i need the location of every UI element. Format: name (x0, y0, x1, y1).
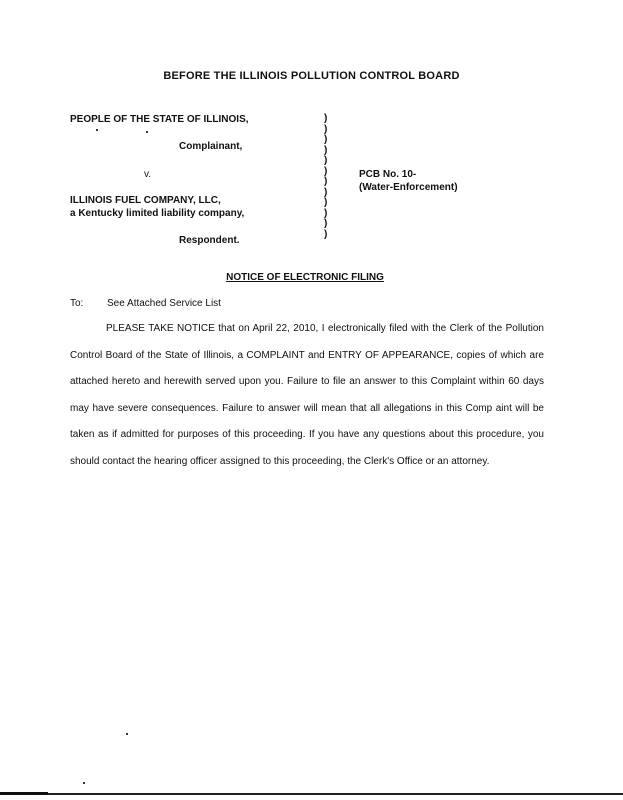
to-label: To: (70, 298, 84, 309)
notice-heading: NOTICE OF ELECTRONIC FILING (226, 272, 384, 283)
caption-bracket: ) (324, 113, 328, 124)
defendant-name: ILLINOIS FUEL COMPANY, LLC, (70, 195, 221, 206)
caption-bracket: ) (324, 186, 328, 198)
notice-paragraph: PLEASE TAKE NOTICE that on April 22, 2010, I electronically filed with the Clerk of the Pollution Control Board of the State of Illinois, a COMPLAINT and ENTRY OF APPEARANCE, copies of which are attached hereto and herewith served upon you. Failure to file an answer to this Complaint within 60 days may have severe consequences. Failure to answer will mean that all allegations in this Comp aint will be taken as if admitted for purposes of this proceeding. If you have any questions about this procedure, you should contact the hearing officer assigned to this proceeding, the Clerk's Office or an attorney. (70, 323, 544, 467)
caption-bracket: ) (324, 228, 328, 240)
caption-bracket: ) (324, 218, 328, 229)
to-recipient: See Attached Service List (107, 298, 221, 309)
caption-brackets (324, 114, 334, 240)
caption-bracket: ) (324, 155, 328, 166)
scan-speck (96, 129, 98, 131)
caption-bracket: ) (324, 165, 328, 177)
case-type: (Water-Enforcement) (359, 182, 458, 193)
caption-bracket: ) (324, 176, 328, 187)
scan-speck (146, 131, 148, 133)
caption-bracket: ) (324, 197, 328, 208)
caption-bracket: ) (324, 123, 328, 135)
notice-body (70, 316, 544, 475)
bottom-rule-mark (0, 792, 48, 795)
plaintiff-name: PEOPLE OF THE STATE OF ILLINOIS, (70, 114, 249, 125)
caption-bracket: ) (324, 134, 328, 145)
caption-bracket: ) (324, 144, 328, 156)
scan-speck (126, 733, 128, 735)
scan-speck (83, 782, 85, 784)
defendant-role: Respondent. (179, 235, 240, 246)
plaintiff-role: Complainant, (179, 141, 243, 152)
bottom-rule (0, 793, 623, 795)
versus-label: v. (144, 169, 152, 180)
case-number: PCB No. 10- (359, 169, 417, 180)
caption-bracket: ) (324, 207, 328, 219)
board-title: BEFORE THE ILLINOIS POLLUTION CONTROL BOARD (163, 70, 460, 82)
defendant-description: a Kentucky limited liability company, (70, 208, 245, 219)
